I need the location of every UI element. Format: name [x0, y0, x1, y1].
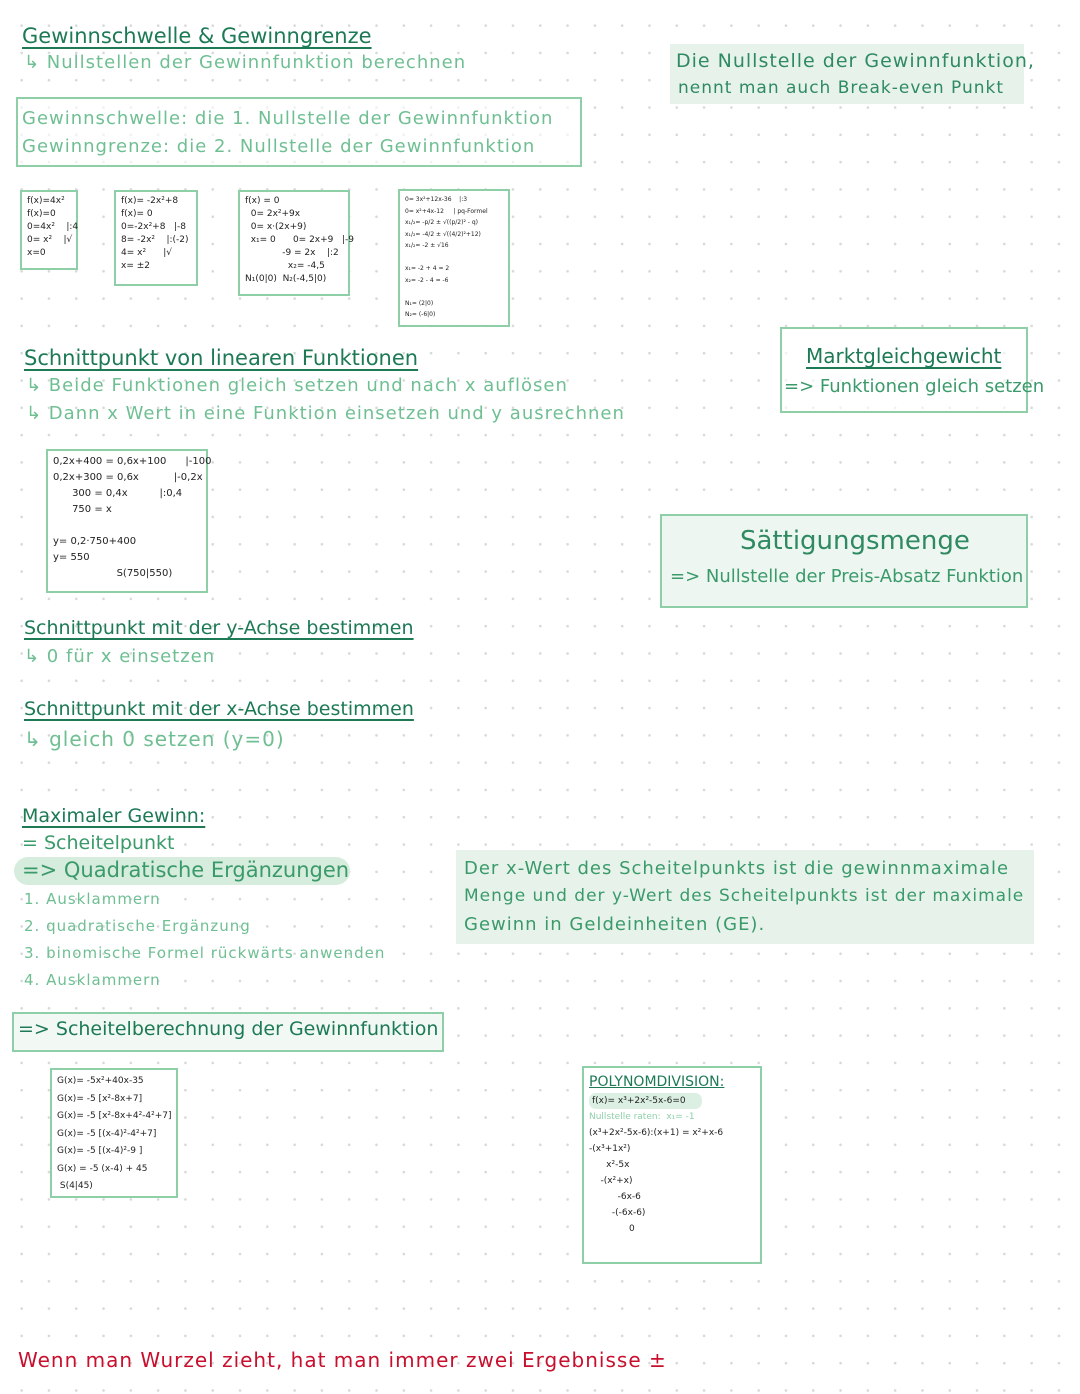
heading-gewinnschwelle: Gewinnschwelle & Gewinngrenze — [22, 24, 372, 48]
saettigung-title: Sättigungsmenge — [740, 526, 970, 556]
markt-text: => Funktionen gleich setzen — [784, 376, 1045, 397]
subtext: ↳ Beide Funktionen gleich setzen und nach x auflösen — [26, 375, 568, 396]
note-line: Die Nullstelle der Gewinnfunktion, — [676, 50, 1035, 72]
step: 3. binomische Formel rückwärts anwenden — [24, 944, 386, 962]
note-line: Menge und der y-Wert des Scheitelpunkts ist der maximale — [464, 886, 1025, 906]
definition: Gewinnschwelle: die 1. Nullstelle der Gewinnfunktion — [22, 108, 554, 129]
heading-y-achse: Schnittpunkt mit der y-Achse bestimmen — [24, 617, 414, 639]
definition: Gewinngrenze: die 2. Nullstelle der Gewinnfunktion — [22, 136, 536, 157]
example-box: G(x)= -5x²+40x-35 G(x)= -5 [x²-8x+7] G(x)= -5 [x²-8x+4²-4²+7] G(x)= -5 [(x-4)²-4²+7] G(x)= -5 [(x-4)²-9 ] G(x) = -5 (x-4) + 45 S(4|45) — [50, 1068, 178, 1198]
step: 1. Ausklammern — [24, 890, 161, 908]
subtext: ↳ 0 für x einsetzen — [24, 646, 216, 667]
markt-box — [780, 327, 1028, 413]
example-box: 0= 3x²+12x-36 |:3 0= x²+4x-12 | pq-Formel x₁/₂= -p/2 ± √((p/2)² - q) x₁/₂= -4/2 ± √((4/2)²+12) x₁/₂= -2 ± √16 x₁= -2 + 4 = 2 x₂= -2 - 4 = -6 N₁= (2|0) N₂= (-6|0) — [398, 189, 510, 327]
scheitelpunkt-line: = Scheitelpunkt — [22, 832, 175, 854]
calc-title: => Scheitelberechnung der Gewinnfunktion — [18, 1018, 439, 1040]
example-box: f(x) = 0 0= 2x²+9x 0= x·(2x+9) x₁= 0 0= 2x+9 |-9 -9 = 2x |:2 x₂= -4,5 N₁(0|0) N₂(-4,5|0) — [238, 190, 350, 296]
step: 2. quadratische Ergänzung — [24, 917, 251, 935]
subtext: ↳ Dann x Wert in eine Funktion einsetzen und y ausrechnen — [26, 403, 625, 424]
note-line: Gewinn in Geldeinheiten (GE). — [464, 914, 766, 935]
saettigung-text: => Nullstelle der Preis-Absatz Funktion — [670, 566, 1024, 587]
markt-title: Marktgleichgewicht — [806, 344, 1002, 368]
subtext: ↳ gleich 0 setzen (y=0) — [24, 727, 285, 751]
example-box: 0,2x+400 = 0,6x+100 |-100 0,2x+300 = 0,6x |-0,2x 300 = 0,4x |:0,4 750 = x y= 0,2·750+400 y= 550 S(750|550) — [46, 449, 208, 593]
heading-schnittpunkt-linear: Schnittpunkt von linearen Funktionen — [24, 346, 419, 370]
example-box: f(x)= -2x²+8 f(x)= 0 0=-2x²+8 |-8 8= -2x² |:(-2) 4= x² |√ x= ±2 — [114, 190, 198, 286]
step: 4. Ausklammern — [24, 971, 161, 989]
polynomdivision-box: POLYNOMDIVISION: f(x)= x³+2x²-5x-6=0 Nullstelle raten: x₁= -1 (x³+2x²-5x-6):(x+1) = x²+x-6 -(x³+1x²) x²-5x -(x²+x) -6x-6 -(-6x-6) 0 — [582, 1066, 762, 1264]
example-box: f(x)=4x² f(x)=0 0=4x² |:4 0= x² |√ x=0 — [20, 190, 78, 270]
heading-x-achse: Schnittpunkt mit der x-Achse bestimmen — [24, 698, 414, 720]
note-line: nennt man auch Break-even Punkt — [678, 78, 1005, 98]
footer-note: Wenn man Wurzel zieht, hat man immer zwei Ergebnisse ± — [18, 1348, 667, 1372]
quadratische-ergaenzung: => Quadratische Ergänzungen — [22, 858, 350, 882]
note-line: Der x-Wert des Scheitelpunkts ist die gewinnmaximale — [464, 858, 1010, 879]
heading-maximaler-gewinn: Maximaler Gewinn: — [22, 805, 206, 827]
subtext: ↳ Nullstellen der Gewinnfunktion berechnen — [24, 52, 467, 73]
